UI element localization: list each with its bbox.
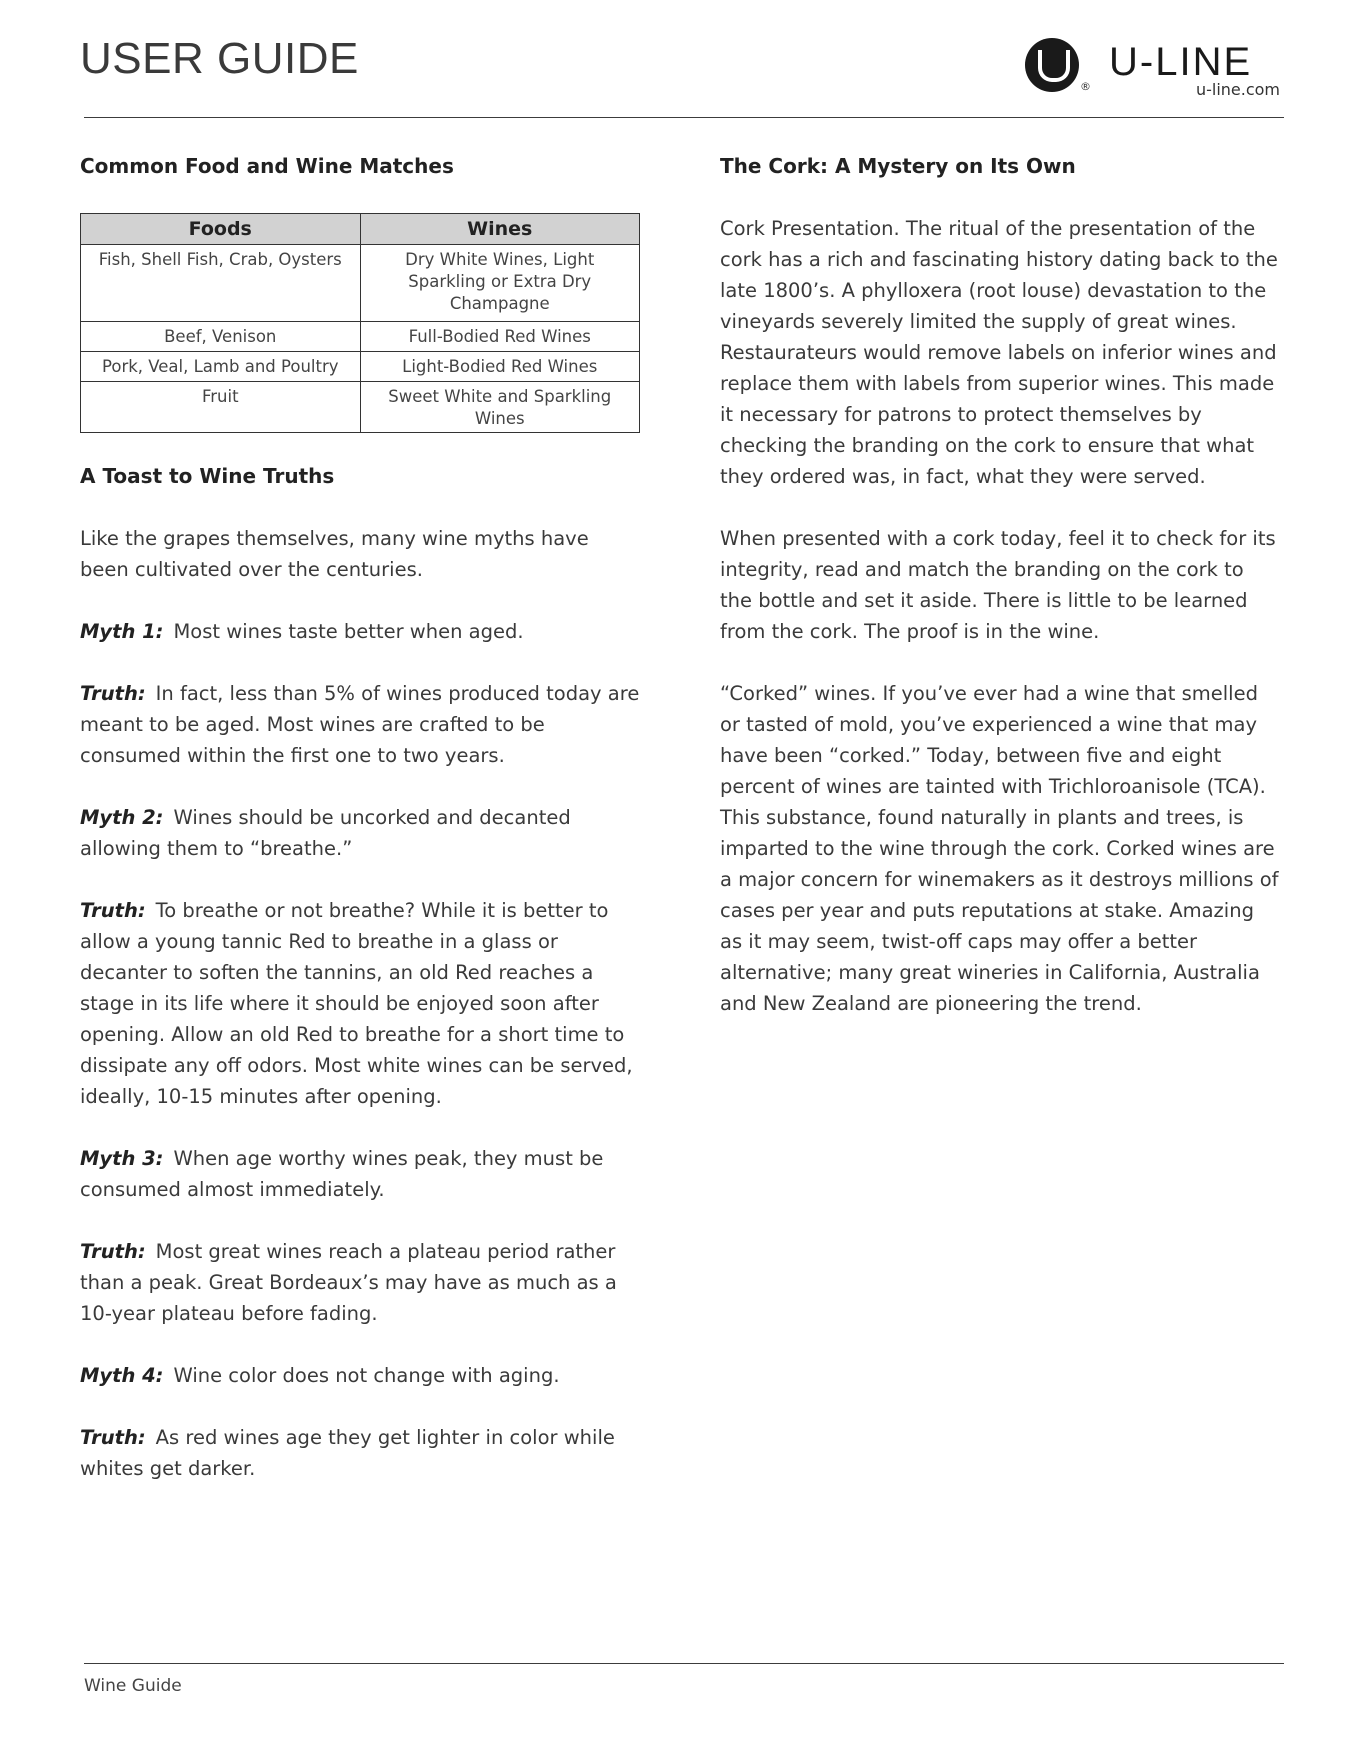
myth-text: When age worthy wines peak, they must be consumed almost immediately. <box>80 1147 604 1201</box>
u-line-logo <box>1025 36 1280 100</box>
truth-label: Truth: <box>80 1426 146 1449</box>
cork-paragraph: Cork Presentation. The ritual of the presentation of the cork has a rich and fascinating history dating back to the late 1800’s. A phylloxera (root louse) devastation to the vineyards severely limited the supply of great wines. Restaurateurs would remove labels on inferior wines and replace them with labels from superior wines. This made it necessary for patrons to protect themselves by checking the branding on the cork to ensure that what they ordered was, in fact, what they were served. <box>720 217 1278 488</box>
truth-item <box>80 1422 640 1484</box>
truth-item <box>80 1236 640 1329</box>
table-row <box>81 382 640 433</box>
myth-item <box>80 802 640 864</box>
myth-item <box>80 616 640 647</box>
truth-item <box>80 678 640 771</box>
table-row <box>81 322 640 352</box>
truth-text: Most great wines reach a plateau period rather than a peak. Great Bordeaux’s may have as much as a 10-year plateau before fading. <box>80 1240 617 1325</box>
table-row <box>81 245 640 322</box>
myth-label: Myth 3: <box>80 1147 164 1170</box>
logo-wordmark: U-LINE <box>1109 40 1253 84</box>
header-divider <box>84 117 1284 118</box>
truth-item <box>80 895 640 1112</box>
myth-text: Wine color does not change with aging. <box>173 1364 560 1387</box>
cork-heading: The Cork: A Mystery on Its Own <box>720 154 1076 178</box>
table-cell-food: Pork, Veal, Lamb and Poultry <box>81 352 361 382</box>
table-row <box>81 352 640 382</box>
u-line-emblem-icon <box>1025 38 1079 92</box>
myth-item <box>80 1143 640 1205</box>
truth-text: In fact, less than 5% of wines produced today are meant to be aged. Most wines are crafted to be consumed within the first one to two years. <box>80 682 640 767</box>
registered-mark: ® <box>1080 80 1091 93</box>
logo-url: u-line.com <box>1195 80 1280 99</box>
table-cell-wine: Dry White Wines, Light Sparkling or Extra Dry Champagne <box>360 245 640 322</box>
table-cell-wine: Full-Bodied Red Wines <box>360 322 640 352</box>
truths-heading: A Toast to Wine Truths <box>80 464 335 488</box>
table-cell-wine: Sweet White and Sparkling Wines <box>360 382 640 433</box>
myth-label: Myth 1: <box>80 620 164 643</box>
truth-text: As red wines age they get lighter in color while whites get darker. <box>80 1426 615 1480</box>
truths-intro: Like the grapes themselves, many wine myths have been cultivated over the centuries. <box>80 527 589 581</box>
cork-paragraph: “Corked” wines. If you’ve ever had a wine that smelled or tasted of mold, you’ve experienced a wine that may have been “corked.” Today, between five and eight percent of wines are tainted with Trichloroanisole (TCA). This substance, found naturally in plants and trees, is imparted to the wine through the cork. Corked wines are a major concern for winemakers as it destroys millions of cases per year and puts reputations at stake. Amazing as it may seem, twist-off caps may offer a better alternative; many great wineries in California, Australia and New Zealand are pioneering the trend. <box>720 682 1279 1015</box>
cork-paragraph: When presented with a cork today, feel it to check for its integrity, read and match the branding on the cork to the bottle and set it aside. There is little to be learned from the cork. The proof is in the wine. <box>720 527 1276 643</box>
truth-label: Truth: <box>80 682 146 705</box>
right-column <box>720 151 1280 1050</box>
column-header-wines: Wines <box>360 214 640 245</box>
truth-label: Truth: <box>80 1240 146 1263</box>
myth-label: Myth 4: <box>80 1364 164 1387</box>
table-cell-wine: Light-Bodied Red Wines <box>360 352 640 382</box>
table-header-row <box>81 214 640 245</box>
table-cell-food: Fruit <box>81 382 361 433</box>
table-heading: Common Food and Wine Matches <box>80 154 454 178</box>
footer-label: Wine Guide <box>84 1676 182 1696</box>
myth-text: Wines should be uncorked and decanted allowing them to “breathe.” <box>80 806 571 860</box>
truth-label: Truth: <box>80 899 146 922</box>
table-cell-food: Fish, Shell Fish, Crab, Oysters <box>81 245 361 322</box>
myth-label: Myth 2: <box>80 806 164 829</box>
myth-text: Most wines taste better when aged. <box>173 620 524 643</box>
page-title: USER GUIDE <box>80 34 359 83</box>
left-column <box>80 151 640 1515</box>
food-wine-table <box>80 213 640 433</box>
footer-divider <box>84 1663 1284 1664</box>
column-header-foods: Foods <box>81 214 361 245</box>
table-cell-food: Beef, Venison <box>81 322 361 352</box>
myth-item <box>80 1360 640 1391</box>
truth-text: To breathe or not breathe? While it is better to allow a young tannic Red to breathe in a glass or decanter to soften the tannins, an old Red reaches a stage in its life where it should be enjoyed soon after opening. Allow an old Red to breathe for a short time to dissipate any off odors. Most white wines can be served, ideally, 10-15 minutes after opening. <box>80 899 633 1108</box>
